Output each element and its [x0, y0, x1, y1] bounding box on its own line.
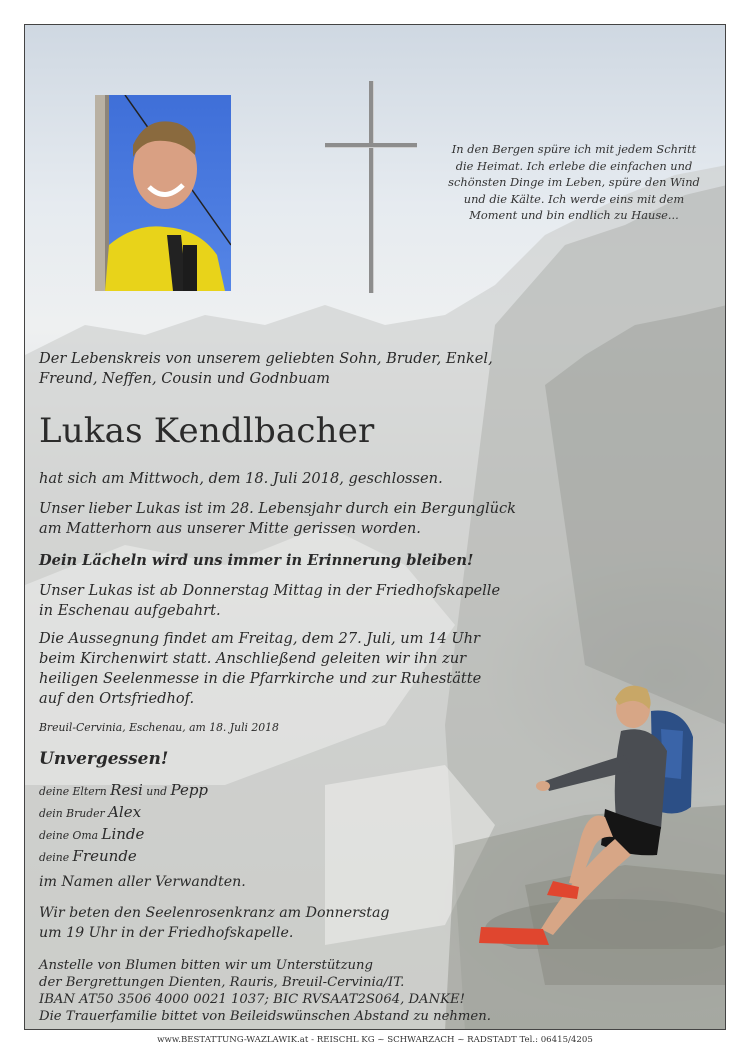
intro-line: Der Lebenskreis von unserem geliebten Sohn, Bruder, Enkel,: [39, 350, 493, 367]
laid-line: Unser Lukas ist ab Donnerstag Mittag in der Friedhofskapelle: [39, 582, 501, 599]
rosary-line: um 19 Uhr in der Friedhofskapelle.: [39, 925, 294, 941]
quote-line: schönsten Dinge im Leben, spüre den Wind: [448, 175, 700, 190]
cross-icon-bar: [325, 143, 417, 147]
family-friends: [39, 845, 137, 869]
laid-line: in Eschenau aufgebahrt.: [39, 602, 221, 619]
quote-line: und die Kälte. Ich werde eins mit dem: [463, 191, 685, 206]
unvergessen-heading: Unvergessen!: [39, 749, 169, 769]
intro-line: Freund, Neffen, Cousin und Godnbuam: [39, 370, 331, 387]
place-date: Breuil-Cervinia, Eschenau, am 18. Juli 2018: [39, 721, 279, 734]
memorial-quote: [427, 141, 721, 224]
parent-name: Resi: [110, 781, 143, 799]
intro-text: [39, 349, 559, 389]
smile-paragraph: Dein Lächeln wird uns immer in Erinnerung bleiben!: [39, 552, 474, 569]
blessing-line: heiligen Seelenmesse in die Pfarrkirche und zur Ruhestätte: [39, 670, 482, 687]
obituary-frame: [24, 24, 726, 1030]
deceased-name: Lukas Kendlbacher: [39, 411, 375, 451]
appeal-line: Anstelle von Blumen bitten wir um Unterstützung: [39, 958, 373, 973]
appeal-line: IBAN AT50 3506 4000 0021 1037; BIC RVSAAT2S064, DANKE!: [39, 992, 465, 1007]
oma-name: Linde: [101, 825, 145, 843]
family-parents: [39, 779, 208, 803]
family-relatives: im Namen aller Verwandten.: [39, 874, 246, 890]
brother-prefix: dein Bruder: [39, 807, 105, 820]
friends-prefix: deine: [39, 851, 70, 864]
parent-name: Pepp: [170, 781, 209, 799]
oma-prefix: deine Oma: [39, 829, 99, 842]
blessing-line: beim Kirchenwirt statt. Anschließend geleiten wir ihn zur: [39, 650, 467, 667]
donation-appeal: [39, 957, 559, 1025]
friends-name: Freunde: [72, 847, 137, 865]
appeal-line: Die Trauerfamilie bittet von Beileidswünschen Abstand zu nehmen.: [39, 1009, 491, 1024]
hiker-photo: [455, 659, 725, 949]
blessing-line: Die Aussegnung findet am Freitag, dem 27. Juli, um 14 Uhr: [39, 630, 481, 647]
appeal-line: der Bergrettungen Dienten, Rauris, Breuil-Cervinia/IT.: [39, 975, 405, 990]
quote-line: Moment und bin endlich zu Hause...: [469, 208, 679, 223]
quote-line: die Heimat. Ich erlebe die einfachen und: [455, 158, 693, 173]
accident-paragraph: [39, 499, 569, 539]
family-oma: [39, 823, 144, 847]
parents-prefix: deine Eltern: [39, 785, 107, 798]
cross-icon: [369, 81, 373, 293]
closed-paragraph: hat sich am Mittwoch, dem 18. Juli 2018, geschlossen.: [39, 470, 443, 487]
quote-line: In den Bergen spüre ich mit jedem Schritt: [451, 142, 697, 156]
blessing-line: auf den Ortsfriedhof.: [39, 690, 195, 707]
laid-out-paragraph: [39, 581, 569, 621]
accident-line: Unser lieber Lukas ist im 28. Lebensjahr durch ein Bergunglück: [39, 500, 517, 517]
brother-name: Alex: [108, 803, 142, 821]
accident-line: am Matterhorn aus unserer Mitte gerissen worden.: [39, 520, 421, 537]
rosary-line: Wir beten den Seelenrosenkranz am Donnerstag: [39, 905, 390, 921]
funeral-home-footer: www.BESTATTUNG-WAZLAWIK.at - REISCHL KG ~ SCHWARZACH ~ RADSTADT Tel.: 06415/4205: [157, 1035, 593, 1045]
family-brother: [39, 801, 141, 825]
parents-and: und: [146, 785, 168, 798]
portrait-photo: [95, 95, 231, 291]
